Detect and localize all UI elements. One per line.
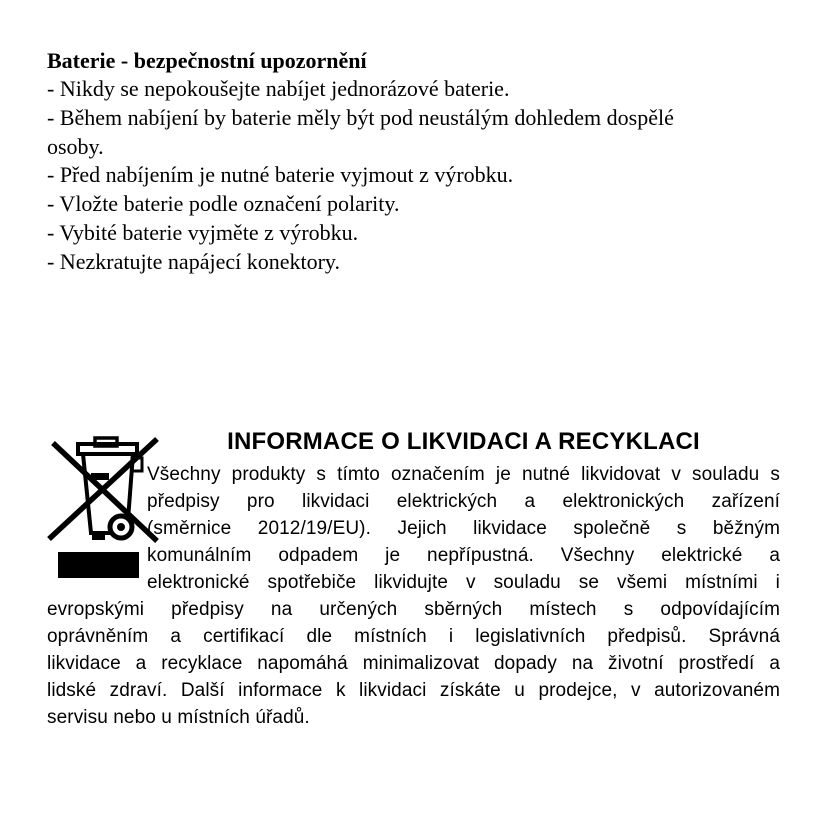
recycling-text-line: oprávněním a certifikací dle místních i legislativních předpisů. Správná: [47, 625, 780, 647]
battery-warning-line: - Vložte baterie podle označení polarity.: [47, 191, 400, 217]
battery-warning-line: - Před nabíjením je nutné baterie vyjmout z výrobku.: [47, 162, 514, 188]
recycling-heading: INFORMACE O LIKVIDACI A RECYKLACI: [227, 427, 700, 455]
recycling-text-line: evropskými předpisy na určených sběrných místech s odpovídajícím: [47, 598, 780, 620]
weee-crossed-bin-icon: [47, 427, 159, 545]
recycling-text-line: likvidace a recyklace napomáhá minimalizovat dopady na životní prostředí a: [47, 652, 780, 674]
battery-warning-line: osoby.: [47, 133, 104, 159]
recycling-text-line: komunálním odpadem je nepřípustná. Všechny elektrické a: [147, 544, 780, 566]
battery-warning-line: - Nikdy se nepokoušejte nabíjet jednorázové baterie.: [47, 76, 510, 101]
recycling-text-line: Všechny produkty s tímto označením je nutné likvidovat v souladu s: [147, 463, 780, 485]
battery-warning-line: - Během nabíjení by baterie měly být pod neustálým dohledem dospělé: [47, 104, 674, 130]
recycling-text-line: předpisy pro likvidaci elektrických a elektronických zařízení: [147, 490, 780, 512]
battery-warning-section: [0, 0, 827, 277]
weee-symbol: [47, 427, 147, 578]
recycling-section: [0, 427, 827, 731]
recycling-text-line: lidské zdraví. Další informace k likvidaci získáte u prodejce, v autorizovaném: [47, 679, 780, 701]
battery-warning-heading: Baterie - bezpečnostní upozornění: [47, 48, 367, 73]
recycling-text-line: elektronické spotřebiče likvidujte v souladu se všemi místními i: [147, 571, 780, 593]
battery-warning-line: - Vybité baterie vyjměte z výrobku.: [47, 219, 359, 245]
recycling-text-line: (směrnice 2012/19/EU). Jejich likvidace společně s běžným: [147, 517, 780, 539]
battery-warning-line: - Nezkratujte napájecí konektory.: [47, 248, 340, 274]
recycling-text-line: servisu nebo u místních úřadů.: [47, 706, 310, 728]
weee-black-bar: [58, 552, 139, 578]
